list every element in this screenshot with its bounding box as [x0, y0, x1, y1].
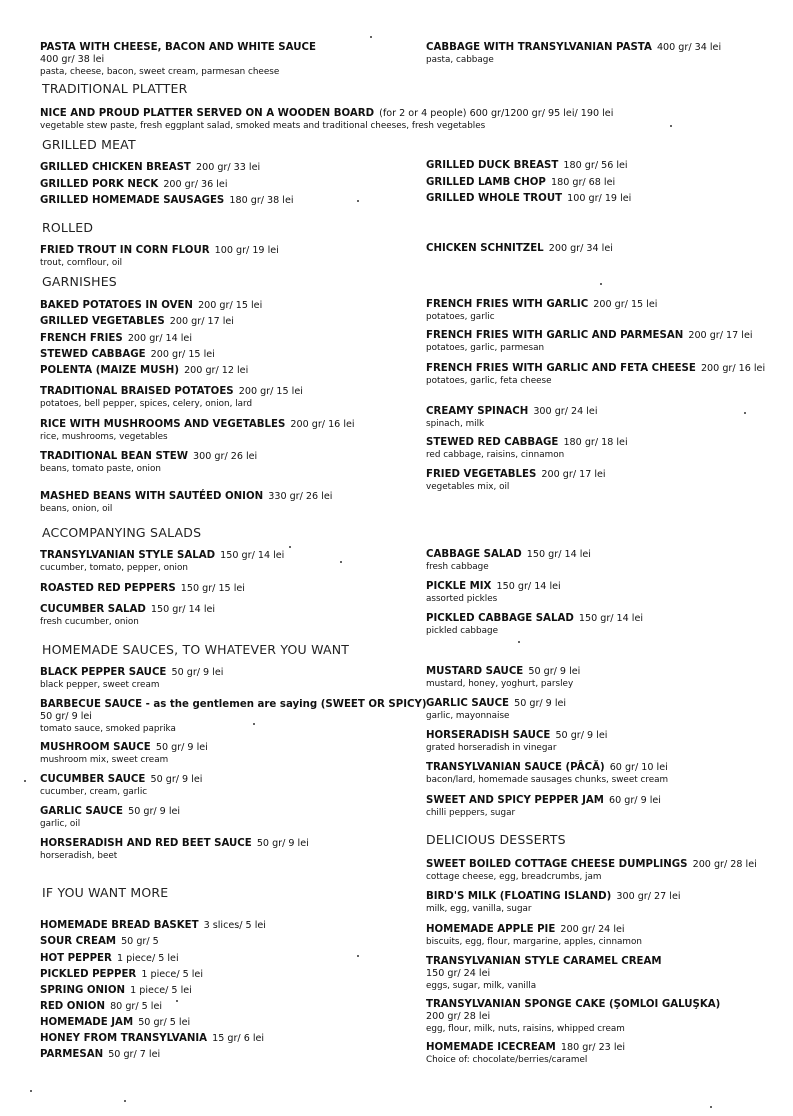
item-desc: eggs, sugar, milk, vanilla: [426, 981, 537, 991]
item-name: HORSERADISH SAUCE: [426, 730, 551, 741]
item-name: GRILLED PORK NECK: [40, 179, 159, 190]
item-name: STEWED CABBAGE: [40, 349, 146, 360]
item-price: 200 gr/ 12 lei: [184, 365, 249, 376]
menu-item: [426, 792, 661, 819]
item-price: 200 gr/ 17 lei: [169, 316, 234, 327]
scan-speck: [340, 561, 342, 563]
menu-item-pasta-bacon: [40, 39, 316, 78]
section-heading-salads: ACCOMPANYING SALADS: [42, 525, 202, 540]
item-desc: chilli peppers, sugar: [426, 808, 516, 818]
menu-item-platter: [40, 105, 613, 132]
item-price: (for 2 or 4 people) 600 gr/1200 gr/ 95 lei/ 190 lei: [379, 108, 614, 119]
menu-item: [40, 835, 309, 862]
menu-item: [40, 488, 332, 515]
item-name: CUCUMBER SAUCE: [40, 774, 146, 785]
item-name: NICE AND PROUD PLATTER SERVED ON A WOODEN BOARD: [40, 108, 375, 119]
item-desc: potatoes, garlic, parmesan: [426, 343, 545, 353]
item-name: SOUR CREAM: [40, 936, 116, 947]
item-name: TRADITIONAL BRAISED POTATOES: [40, 386, 234, 397]
menu-item: [40, 917, 266, 932]
item-name: TRANSYLVANIAN SPONGE CAKE (ŞOMLOI GALUŞKA): [426, 999, 721, 1010]
menu-item: [40, 998, 162, 1013]
menu-item: [40, 448, 257, 475]
menu-item: [40, 803, 180, 830]
item-price: 50 gr/ 9 lei: [150, 774, 203, 785]
item-name: CABBAGE WITH TRANSYLVANIAN PASTA: [426, 42, 652, 53]
menu-item: [426, 296, 657, 323]
item-price: 60 gr/ 10 lei: [609, 762, 668, 773]
menu-item: [426, 1039, 625, 1066]
item-price: 150 gr/ 14 lei: [220, 550, 285, 561]
item-price: 150 gr/ 14 lei: [496, 581, 561, 592]
item-price: 50 gr/ 9 lei: [528, 666, 581, 677]
item-name: HORSERADISH AND RED BEET SAUCE: [40, 838, 252, 849]
item-name: FRENCH FRIES: [40, 333, 123, 344]
menu-item: [40, 313, 234, 328]
item-name: CUCUMBER SALAD: [40, 604, 146, 615]
item-desc: rice, mushrooms, vegetables: [40, 432, 168, 442]
item-price: 50 gr/ 9 lei: [128, 806, 181, 817]
menu-item: [426, 434, 628, 461]
item-name: POLENTA (MAIZE MUSH): [40, 365, 179, 376]
item-name: GRILLED DUCK BREAST: [426, 160, 559, 171]
item-desc: assorted pickles: [426, 594, 498, 604]
item-name: HONEY FROM TRANSYLVANIA: [40, 1033, 208, 1044]
scan-speck: [357, 955, 359, 957]
menu-item: [426, 360, 765, 387]
item-desc: Choice of: chocolate/berries/caramel: [426, 1055, 588, 1065]
item-desc: bacon/lard, homemade sausages chunks, sweet cream: [426, 775, 669, 785]
menu-item: [426, 466, 606, 493]
menu-item: [426, 174, 615, 189]
item-name: HOT PEPPER: [40, 953, 112, 964]
item-desc: mustard, honey, yoghurt, parsley: [426, 679, 574, 689]
menu-item: [40, 1046, 160, 1061]
item-price: 50 gr/ 9 lei: [555, 730, 608, 741]
menu-item: [40, 1014, 190, 1029]
item-desc: potatoes, garlic: [426, 312, 495, 322]
menu-item: [40, 547, 284, 574]
menu-item: [40, 580, 245, 595]
item-price: 50 gr/ 7 lei: [108, 1049, 161, 1060]
item-name: MASHED BEANS WITH SAUTÉED ONION: [40, 491, 264, 502]
item-price: 200 gr/ 28 lei: [426, 1011, 491, 1022]
item-desc: egg, flour, milk, nuts, raisins, whipped cream: [426, 1024, 625, 1034]
menu-item: [426, 157, 628, 172]
menu-item: [40, 664, 223, 691]
menu-item: [40, 696, 427, 735]
item-desc: black pepper, sweet cream: [40, 680, 160, 690]
item-price: 200 gr/ 15 lei: [150, 349, 215, 360]
menu-item: [426, 663, 580, 690]
item-price: 50 gr/ 9 lei: [514, 698, 567, 709]
menu-item: [426, 996, 720, 1035]
item-desc: potatoes, garlic, feta cheese: [426, 376, 552, 386]
section-heading-sauces: HOMEMADE SAUCES, TO WHATEVER YOU WANT: [42, 642, 350, 657]
item-price: 200 gr/ 17 lei: [541, 469, 606, 480]
item-price: 180 gr/ 56 lei: [563, 160, 628, 171]
item-desc: trout, cornflour, oil: [40, 258, 123, 268]
item-price: 1 piece/ 5 lei: [130, 985, 192, 996]
item-price: 300 gr/ 26 lei: [193, 451, 258, 462]
item-price: 180 gr/ 18 lei: [563, 437, 628, 448]
scan-speck: [176, 1000, 178, 1002]
menu-item: [40, 416, 355, 443]
section-heading-desserts: DELICIOUS DESSERTS: [426, 832, 566, 847]
menu-item: [40, 362, 248, 377]
item-name: BARBECUE SAUCE - as the gentlemen are saying (SWEET OR SPICY): [40, 699, 427, 710]
item-name: RED ONION: [40, 1001, 105, 1012]
item-desc: mushroom mix, sweet cream: [40, 755, 169, 765]
item-price: 15 gr/ 6 lei: [212, 1033, 265, 1044]
item-name: CHICKEN SCHNITZEL: [426, 243, 544, 254]
menu-item: [40, 159, 260, 174]
item-price: 1 piece/ 5 lei: [141, 969, 204, 980]
item-price: 50 gr/ 9 lei: [155, 742, 208, 753]
item-price: 330 gr/ 26 lei: [268, 491, 333, 502]
item-desc: beans, onion, oil: [40, 504, 113, 514]
section-heading-garnishes: GARNISHES: [42, 274, 117, 289]
menu-item: [426, 403, 598, 430]
item-price: 50 gr/ 9 lei: [256, 838, 309, 849]
item-desc: spinach, milk: [426, 419, 485, 429]
item-name: GRILLED CHICKEN BREAST: [40, 162, 191, 173]
item-name: SWEET AND SPICY PEPPER JAM: [426, 795, 604, 806]
item-price: 50 gr/ 9 lei: [40, 711, 92, 722]
item-desc: garlic, oil: [40, 819, 81, 829]
item-price: 180 gr/ 68 lei: [551, 177, 616, 188]
menu-item: [426, 327, 753, 354]
item-price: 150 gr/ 14 lei: [526, 549, 591, 560]
menu-item: [426, 953, 662, 992]
item-price: 200 gr/ 15 lei: [238, 386, 303, 397]
scan-speck: [670, 125, 672, 127]
menu-item: [40, 383, 303, 410]
item-name: BAKED POTATOES IN OVEN: [40, 300, 193, 311]
menu-item: [40, 330, 192, 345]
menu-item: [40, 933, 159, 948]
item-price: 150 gr/ 15 lei: [180, 583, 245, 594]
item-price: 3 slices/ 5 lei: [203, 920, 266, 931]
item-name: CREAMY SPINACH: [426, 406, 529, 417]
item-price: 400 gr/ 38 lei: [40, 54, 105, 65]
menu-item: [40, 950, 179, 965]
item-price: 200 gr/ 15 lei: [198, 300, 263, 311]
item-desc: tomato sauce, smoked paprika: [40, 724, 176, 734]
item-name: FRENCH FRIES WITH GARLIC AND FETA CHEESE: [426, 363, 696, 374]
item-name: HOMEMADE JAM: [40, 1017, 134, 1028]
item-price: 180 gr/ 23 lei: [560, 1042, 626, 1053]
item-desc: horseradish, beet: [40, 851, 118, 861]
menu-item: [426, 190, 631, 205]
scan-speck: [289, 546, 291, 548]
item-name: GRILLED VEGETABLES: [40, 316, 165, 327]
item-name: GRILLED LAMB CHOP: [426, 177, 546, 188]
item-price: 60 gr/ 9 lei: [609, 795, 661, 806]
item-desc: cucumber, cream, garlic: [40, 787, 148, 797]
item-price: 200 gr/ 36 lei: [163, 179, 228, 190]
item-desc: beans, tomato paste, onion: [40, 464, 161, 474]
item-price: 50 gr/ 5: [121, 936, 159, 947]
scan-speck: [744, 412, 746, 414]
menu-item: [40, 192, 294, 207]
item-price: 200 gr/ 15 lei: [593, 299, 658, 310]
item-name: HOMEMADE BREAD BASKET: [40, 920, 199, 931]
scan-speck: [253, 723, 255, 725]
menu-item: [426, 610, 643, 637]
item-price: 50 gr/ 5 lei: [138, 1017, 191, 1028]
menu-item: [40, 601, 215, 628]
item-desc: vegetables mix, oil: [426, 482, 510, 492]
menu-item: [40, 242, 279, 269]
item-name: TRADITIONAL BEAN STEW: [40, 451, 188, 462]
item-name: FRIED VEGETABLES: [426, 469, 537, 480]
menu-item: [40, 771, 202, 798]
scan-speck: [600, 283, 602, 285]
menu-item: [40, 1030, 264, 1045]
item-price: 200 gr/ 24 lei: [560, 924, 625, 935]
item-name: STEWED RED CABBAGE: [426, 437, 559, 448]
item-desc: fresh cucumber, onion: [40, 617, 139, 627]
item-name: CABBAGE SALAD: [426, 549, 522, 560]
item-name: HOMEMADE APPLE PIE: [426, 924, 556, 935]
scan-speck: [357, 200, 359, 202]
item-desc: red cabbage, raisins, cinnamon: [426, 450, 565, 460]
section-heading-traditional-platter: TRADITIONAL PLATTER: [42, 81, 188, 96]
menu-item: [40, 739, 208, 766]
item-name: FRENCH FRIES WITH GARLIC: [426, 299, 589, 310]
menu-item: [40, 176, 227, 191]
scan-speck: [124, 1100, 126, 1102]
section-heading-more: IF YOU WANT MORE: [42, 885, 169, 900]
section-heading-rolled: ROLLED: [42, 220, 94, 235]
item-name: PASTA WITH CHEESE, BACON AND WHITE SAUCE: [40, 42, 316, 53]
item-desc: pasta, cabbage: [426, 55, 494, 65]
item-price: 150 gr/ 14 lei: [578, 613, 644, 624]
item-name: PICKLED CABBAGE SALAD: [426, 613, 574, 624]
item-desc: garlic, mayonnaise: [426, 711, 510, 721]
item-price: 1 piece/ 5 lei: [116, 953, 179, 964]
item-price: 200 gr/ 34 lei: [548, 243, 613, 254]
item-name: BLACK PEPPER SAUCE: [40, 667, 167, 678]
item-price: 400 gr/ 34 lei: [656, 42, 722, 53]
item-name: MUSHROOM SAUCE: [40, 742, 151, 753]
item-name: MUSTARD SAUCE: [426, 666, 524, 677]
scan-speck: [370, 36, 372, 38]
item-price: 300 gr/ 24 lei: [533, 406, 598, 417]
menu-item: [426, 856, 757, 883]
menu-item: [426, 578, 561, 605]
item-price: 50 gr/ 9 lei: [171, 667, 224, 678]
item-desc: fresh cabbage: [426, 562, 489, 572]
item-name: GARLIC SAUCE: [40, 806, 124, 817]
item-price: 200 gr/ 14 lei: [127, 333, 192, 344]
item-name: PICKLE MIX: [426, 581, 492, 592]
scan-speck: [24, 780, 26, 782]
item-desc: pasta, cheese, bacon, sweet cream, parmesan cheese: [40, 67, 280, 77]
item-desc: potatoes, bell pepper, spices, celery, onion, lard: [40, 399, 253, 409]
item-name: GRILLED HOMEMADE SAUSAGES: [40, 195, 225, 206]
menu-item: [40, 297, 262, 312]
item-desc: grated horseradish in vinegar: [426, 743, 557, 753]
scan-speck: [710, 1106, 712, 1108]
item-desc: pickled cabbage: [426, 626, 498, 636]
item-price: 100 gr/ 19 lei: [567, 193, 632, 204]
item-name: TRANSYLVANIAN STYLE SALAD: [40, 550, 216, 561]
section-heading-grilled-meat: GRILLED MEAT: [42, 137, 136, 152]
item-name: FRIED TROUT IN CORN FLOUR: [40, 245, 210, 256]
menu-item: [426, 727, 607, 754]
item-name: FRENCH FRIES WITH GARLIC AND PARMESAN: [426, 330, 684, 341]
item-price: 200 gr/ 16 lei: [700, 363, 766, 374]
item-name: BIRD'S MILK (FLOATING ISLAND): [426, 891, 612, 902]
item-name: HOMEMADE ICECREAM: [426, 1042, 556, 1053]
item-price: 150 gr/ 24 lei: [426, 968, 491, 979]
item-price: 200 gr/ 16 lei: [290, 419, 355, 430]
item-price: 300 gr/ 27 lei: [616, 891, 681, 902]
item-price: 200 gr/ 28 lei: [692, 859, 757, 870]
item-name: PARMESAN: [40, 1049, 104, 1060]
menu-item: [426, 921, 642, 948]
item-name: SWEET BOILED COTTAGE CHEESE DUMPLINGS: [426, 859, 688, 870]
menu-item: [40, 966, 203, 981]
item-name: PICKLED PEPPER: [40, 969, 137, 980]
item-name: SPRING ONION: [40, 985, 126, 996]
item-name: GARLIC SAUCE: [426, 698, 510, 709]
item-name: TRANSYLVANIAN STYLE CARAMEL CREAM: [426, 956, 662, 967]
item-name: GRILLED WHOLE TROUT: [426, 193, 563, 204]
menu-item: [426, 759, 668, 786]
menu-item: [426, 546, 591, 573]
item-name: RICE WITH MUSHROOMS AND VEGETABLES: [40, 419, 286, 430]
item-desc: biscuits, egg, flour, margarine, apples, cinnamon: [426, 937, 642, 947]
item-price: 80 gr/ 5 lei: [110, 1001, 163, 1012]
menu-item: [40, 346, 215, 361]
menu-item: [426, 695, 566, 722]
item-desc: cottage cheese, egg, breadcrumbs, jam: [426, 872, 602, 882]
item-price: 100 gr/ 19 lei: [214, 245, 279, 256]
menu-item-cabbage-pasta: [426, 39, 721, 66]
item-desc: cucumber, tomato, pepper, onion: [40, 563, 188, 573]
item-price: 200 gr/ 17 lei: [688, 330, 753, 341]
item-name: TRANSYLVANIAN SAUCE (PÂCĂ): [426, 762, 605, 773]
item-price: 180 gr/ 38 lei: [229, 195, 294, 206]
menu-item: [426, 240, 613, 255]
item-desc: milk, egg, vanilla, sugar: [426, 904, 532, 914]
menu-item: [426, 888, 681, 915]
item-name: ROASTED RED PEPPERS: [40, 583, 176, 594]
item-price: 150 gr/ 14 lei: [150, 604, 216, 615]
menu-item: [40, 982, 192, 997]
scan-speck: [30, 1090, 32, 1092]
scan-speck: [518, 641, 520, 643]
item-price: 200 gr/ 33 lei: [195, 162, 261, 173]
item-desc: vegetable stew paste, fresh eggplant salad, smoked meats and traditional cheeses, fresh vegetables: [40, 121, 486, 131]
